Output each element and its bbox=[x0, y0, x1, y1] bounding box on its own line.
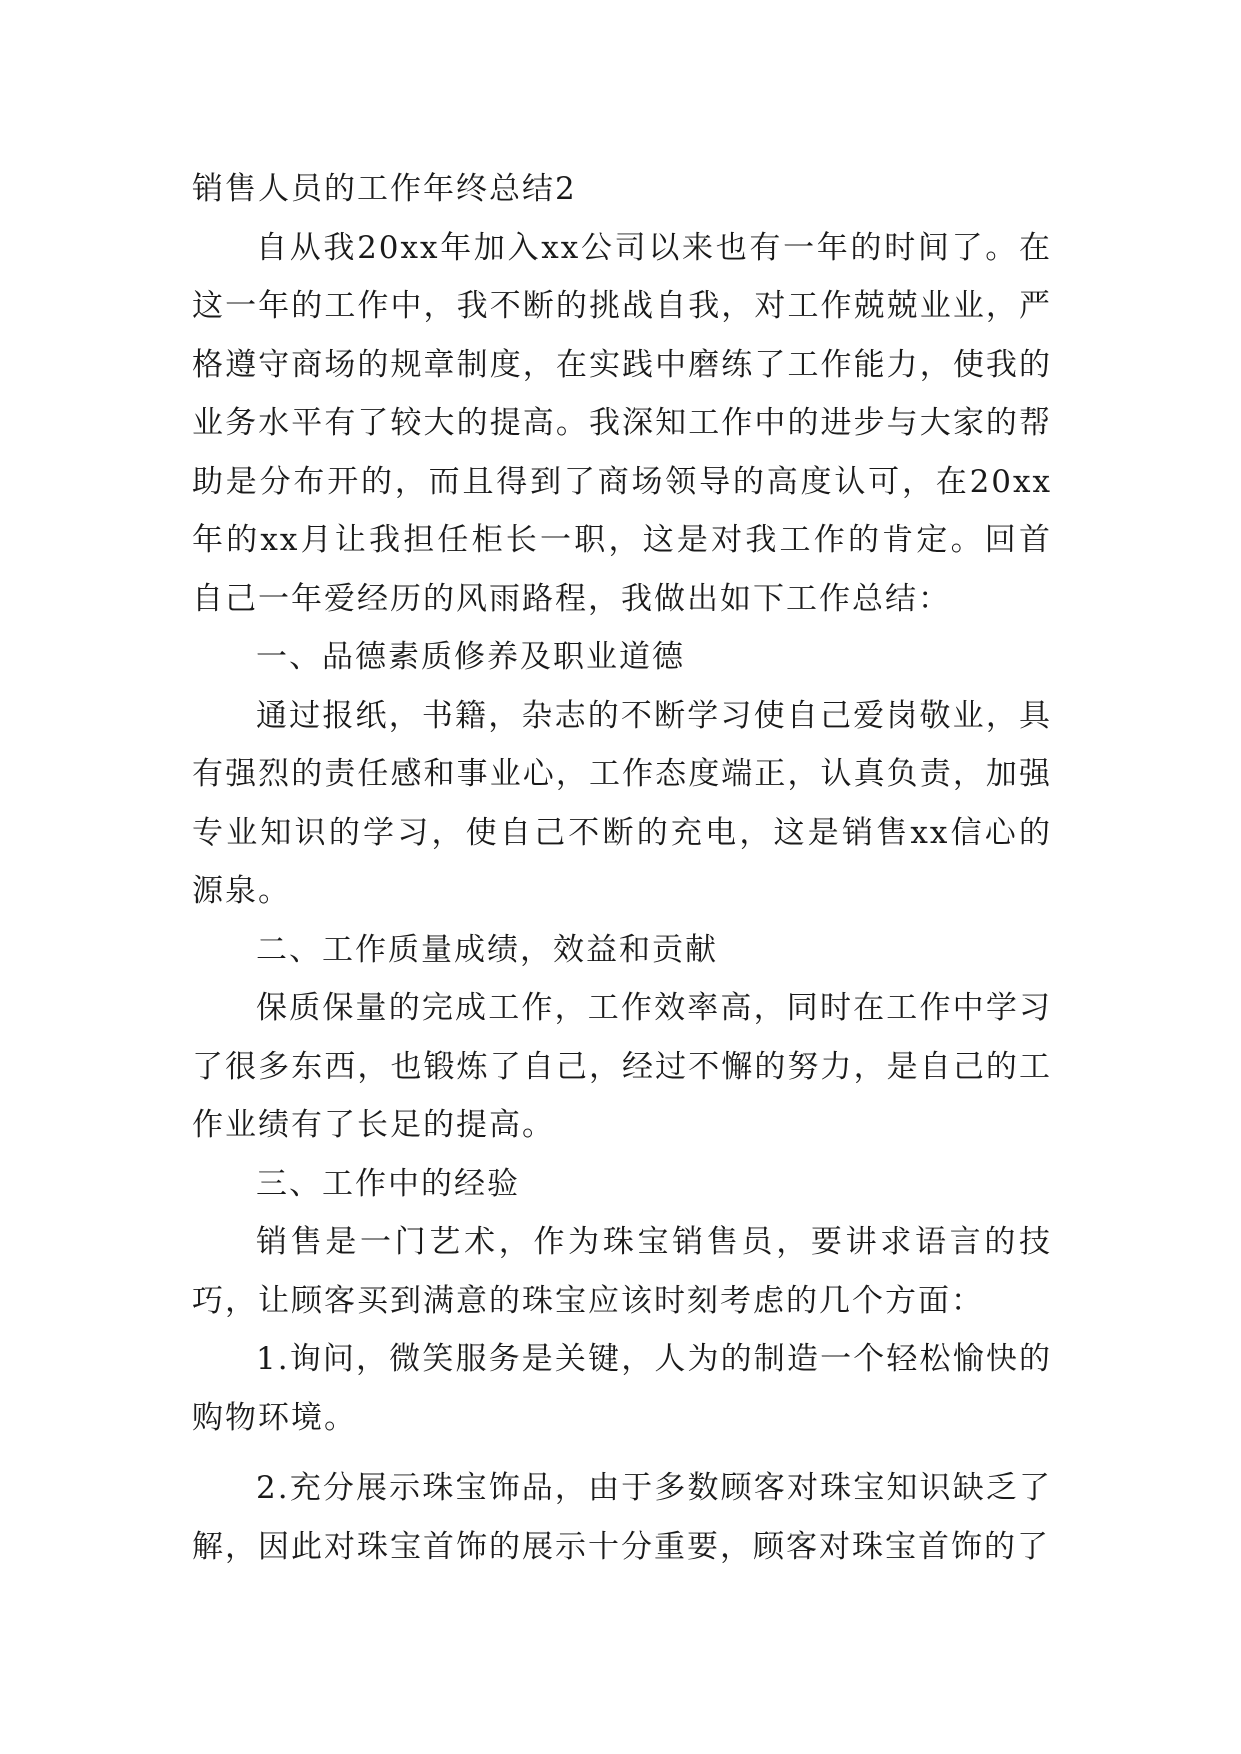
section-heading-experience: 三、工作中的经验 bbox=[256, 1165, 520, 1202]
section-heading-performance: 二、工作质量成绩，效益和贡献 bbox=[256, 931, 718, 968]
document-title: 销售人员的工作年终总结2 bbox=[192, 171, 577, 207]
section-heading-ethics: 一、品德素质修养及职业道德 bbox=[256, 639, 685, 675]
list-item-2: 2.充分展示珠宝饰品，由于多数顾客对珠宝知识缺乏了解，因此对珠宝首饰的展示十分重要，顾客对珠宝首饰的了 bbox=[192, 1470, 1052, 1565]
paragraph-ethics: 通过报纸，书籍，杂志的不断学习使自己爱岗敬业，具有强烈的责任感和事业心，工作态度端正，认真负责，加强专业知识的学习，使自己不断的充电，这是销售xx信心的源泉。 bbox=[192, 697, 1052, 909]
document-body bbox=[192, 160, 1052, 1576]
paragraph-intro: 自从我20xx年加入xx公司以来也有一年的时间了。在这一年的工作中，我不断的挑战自我，对工作兢兢业业，严格遵守商场的规章制度，在实践中磨练了工作能力，使我的业务水平有了较大的提高。我深知工作中的进步与大家的帮助是分布开的，而且得到了商场领导的高度认可，在20xx年的xx月让我担任柜长一职，这是对我工作的肯定。回首自己一年爱经历的风雨路程，我做出如下工作总结： bbox=[192, 229, 1052, 617]
paragraph-experience: 销售是一门艺术，作为珠宝销售员，要讲求语言的技巧，让顾客买到满意的珠宝应该时刻考虑的几个方面： bbox=[192, 1224, 1052, 1319]
list-item-1: 1.询问，微笑服务是关键，人为的制造一个轻松愉快的购物环境。 bbox=[192, 1341, 1052, 1436]
paragraph-performance: 保质保量的完成工作，工作效率高，同时在工作中学习了很多东西，也锻炼了自己，经过不懈的努力，是自己的工作业绩有了长足的提高。 bbox=[192, 990, 1052, 1143]
